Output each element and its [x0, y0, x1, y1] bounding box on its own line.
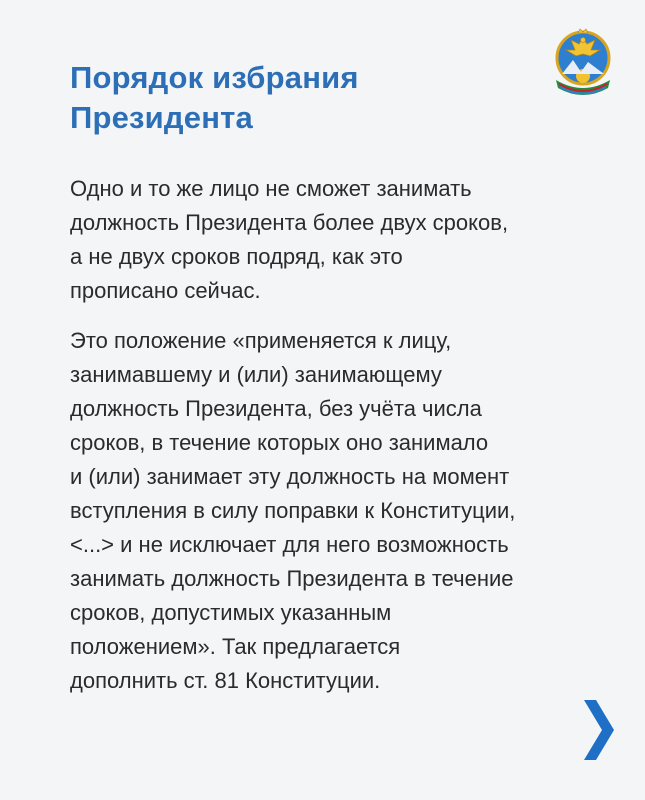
body-text — [70, 172, 600, 698]
coat-of-arms-icon — [548, 24, 618, 98]
title-text: Порядок избрания Президента — [70, 60, 359, 135]
paragraph-2: Это положение «применяется к лицу, занимавшему и (или) занимающему должность Президента, без учёта числа сроков, в течение которых оно занимало и (или) занимает эту должность на момент вступления в силу поправки к Конституции, <...> и не исключает для него возможность занимать должность Президента в течение сроков, допустимых указанным положением». Так предлагается дополнить ст. 81 Конституции. — [70, 328, 516, 693]
paragraph-1: Одно и то же лицо не сможет занимать должность Президента более двух сроков, а не двух сроков подряд, как это прописано сейчас. — [70, 176, 509, 303]
page-title — [70, 58, 359, 138]
chevron-right-icon[interactable] — [580, 700, 614, 760]
